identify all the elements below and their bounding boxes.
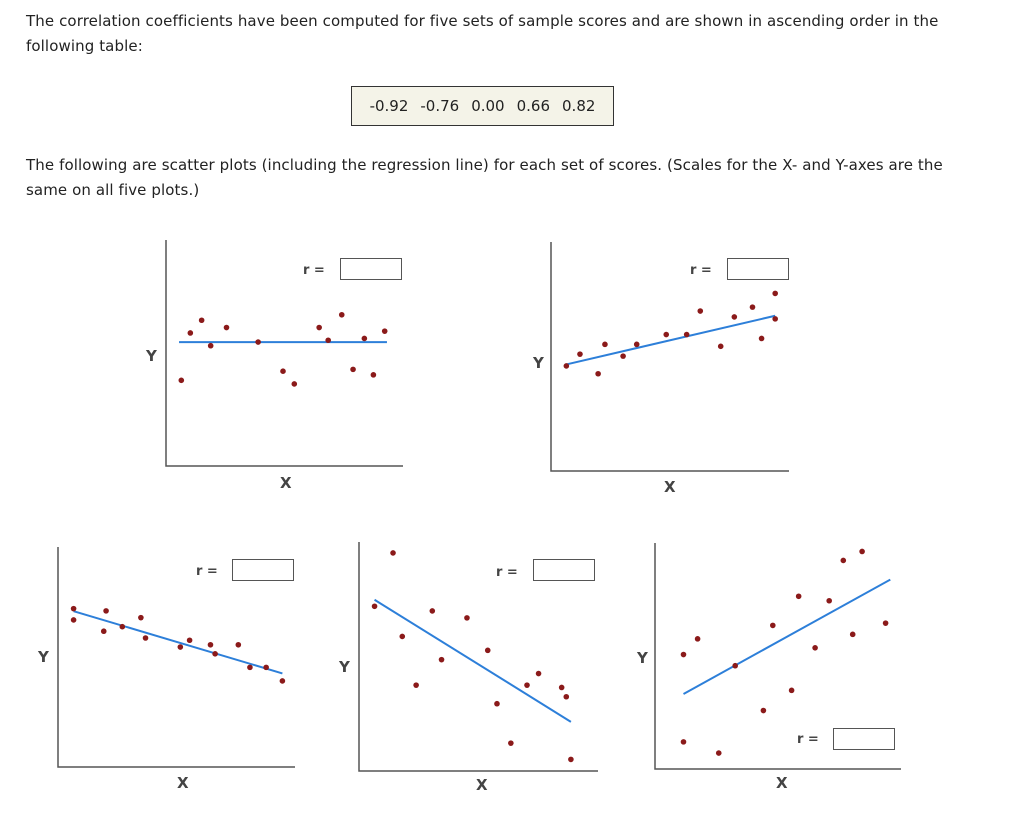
y-axis-label: Y xyxy=(533,354,544,372)
regression-line xyxy=(684,580,891,694)
r-label: r = xyxy=(496,565,518,580)
scatter-plot-3 xyxy=(37,547,295,792)
data-point xyxy=(255,339,261,345)
y-axis-label: Y xyxy=(339,658,350,676)
data-point xyxy=(564,363,570,369)
data-point xyxy=(350,367,356,373)
scatter-plot-2 xyxy=(532,242,789,496)
r-input-plot-2[interactable] xyxy=(727,258,789,280)
x-axis-label: X xyxy=(177,774,189,792)
data-point xyxy=(439,657,445,663)
data-point xyxy=(494,701,500,707)
data-point xyxy=(339,312,345,318)
data-point xyxy=(770,623,776,629)
data-point xyxy=(390,550,396,556)
data-point xyxy=(212,651,218,657)
data-point xyxy=(263,665,269,671)
x-axis-label: X xyxy=(664,478,676,496)
r-input-plot-3[interactable] xyxy=(232,559,294,581)
data-point xyxy=(362,336,368,342)
y-axis-label: Y xyxy=(38,648,49,666)
r-input-plot-1[interactable] xyxy=(340,258,402,280)
data-point xyxy=(563,694,569,700)
data-point xyxy=(325,337,331,343)
data-point xyxy=(208,343,214,349)
data-point xyxy=(224,325,230,331)
data-point xyxy=(772,316,778,322)
coefficient-value: 0.66 xyxy=(516,97,551,115)
data-point xyxy=(485,648,491,654)
r-input-plot-4[interactable] xyxy=(533,559,595,581)
scatter-plot-5 xyxy=(636,543,901,792)
data-point xyxy=(796,593,802,599)
data-point xyxy=(602,342,608,348)
data-point xyxy=(292,381,298,387)
data-point xyxy=(620,353,626,359)
intro-text: The correlation coefficients have been computed for five sets of sample scores and are shown in ascending order in the following table: xyxy=(26,12,939,55)
r-label: r = xyxy=(303,263,325,278)
data-point xyxy=(236,642,242,648)
data-point xyxy=(208,642,214,648)
data-point xyxy=(695,636,701,642)
y-axis-label: Y xyxy=(146,347,157,365)
data-point xyxy=(71,606,77,612)
regression-line xyxy=(74,611,283,673)
data-point xyxy=(681,652,687,658)
x-axis-label: X xyxy=(280,474,292,492)
data-point xyxy=(413,682,419,688)
data-point xyxy=(120,624,126,630)
y-axis-label: Y xyxy=(637,649,648,667)
r-label: r = xyxy=(196,564,218,579)
data-point xyxy=(188,330,194,336)
data-point xyxy=(559,685,565,691)
data-point xyxy=(508,740,514,746)
data-point xyxy=(577,351,583,357)
data-point xyxy=(138,615,144,621)
regression-line xyxy=(566,316,775,365)
data-point xyxy=(663,332,669,338)
data-point xyxy=(681,739,687,745)
data-point xyxy=(732,314,738,320)
x-axis-label: X xyxy=(776,774,788,792)
data-point xyxy=(634,342,640,348)
data-point xyxy=(178,644,184,650)
data-point xyxy=(684,332,690,338)
data-point xyxy=(280,678,286,684)
data-point xyxy=(143,635,149,641)
data-point xyxy=(382,328,388,334)
data-point xyxy=(883,620,889,626)
r-label: r = xyxy=(797,732,819,747)
data-point xyxy=(247,665,253,671)
data-point xyxy=(101,628,107,634)
data-point xyxy=(199,317,205,323)
data-point xyxy=(371,372,377,378)
data-point xyxy=(595,371,601,377)
data-point xyxy=(103,608,109,614)
regression-line xyxy=(375,600,571,722)
data-point xyxy=(812,645,818,651)
data-point xyxy=(750,304,756,310)
coefficient-value: 0.00 xyxy=(471,97,505,115)
data-point xyxy=(789,688,795,694)
data-point xyxy=(179,378,185,384)
coefficient-value: 0.82 xyxy=(562,97,596,115)
data-point xyxy=(859,549,865,555)
coefficient-value: -0.92 xyxy=(369,97,409,115)
coefficient-value: -0.76 xyxy=(420,97,460,115)
description-text: The following are scatter plots (including the regression line) for each set of scores. (Scales for the X- and Y-axes are the same on all five plots.) xyxy=(26,156,943,199)
data-point xyxy=(536,671,542,677)
data-point xyxy=(568,757,574,763)
data-point xyxy=(524,682,530,688)
data-point xyxy=(464,615,470,621)
data-point xyxy=(280,368,286,374)
data-point xyxy=(761,708,767,714)
data-point xyxy=(826,598,832,604)
data-point xyxy=(772,291,778,297)
data-point xyxy=(759,336,765,342)
r-input-plot-5[interactable] xyxy=(833,728,895,750)
data-point xyxy=(732,663,738,669)
data-point xyxy=(187,637,193,643)
data-point xyxy=(372,603,378,609)
data-point xyxy=(850,632,856,638)
data-point xyxy=(71,617,77,623)
data-point xyxy=(841,558,847,564)
data-point xyxy=(316,325,322,331)
r-label: r = xyxy=(690,263,712,278)
x-axis-label: X xyxy=(476,776,488,794)
data-point xyxy=(430,608,436,614)
data-point xyxy=(697,308,703,314)
data-point xyxy=(718,344,724,350)
data-point xyxy=(399,634,405,640)
data-point xyxy=(716,750,722,756)
